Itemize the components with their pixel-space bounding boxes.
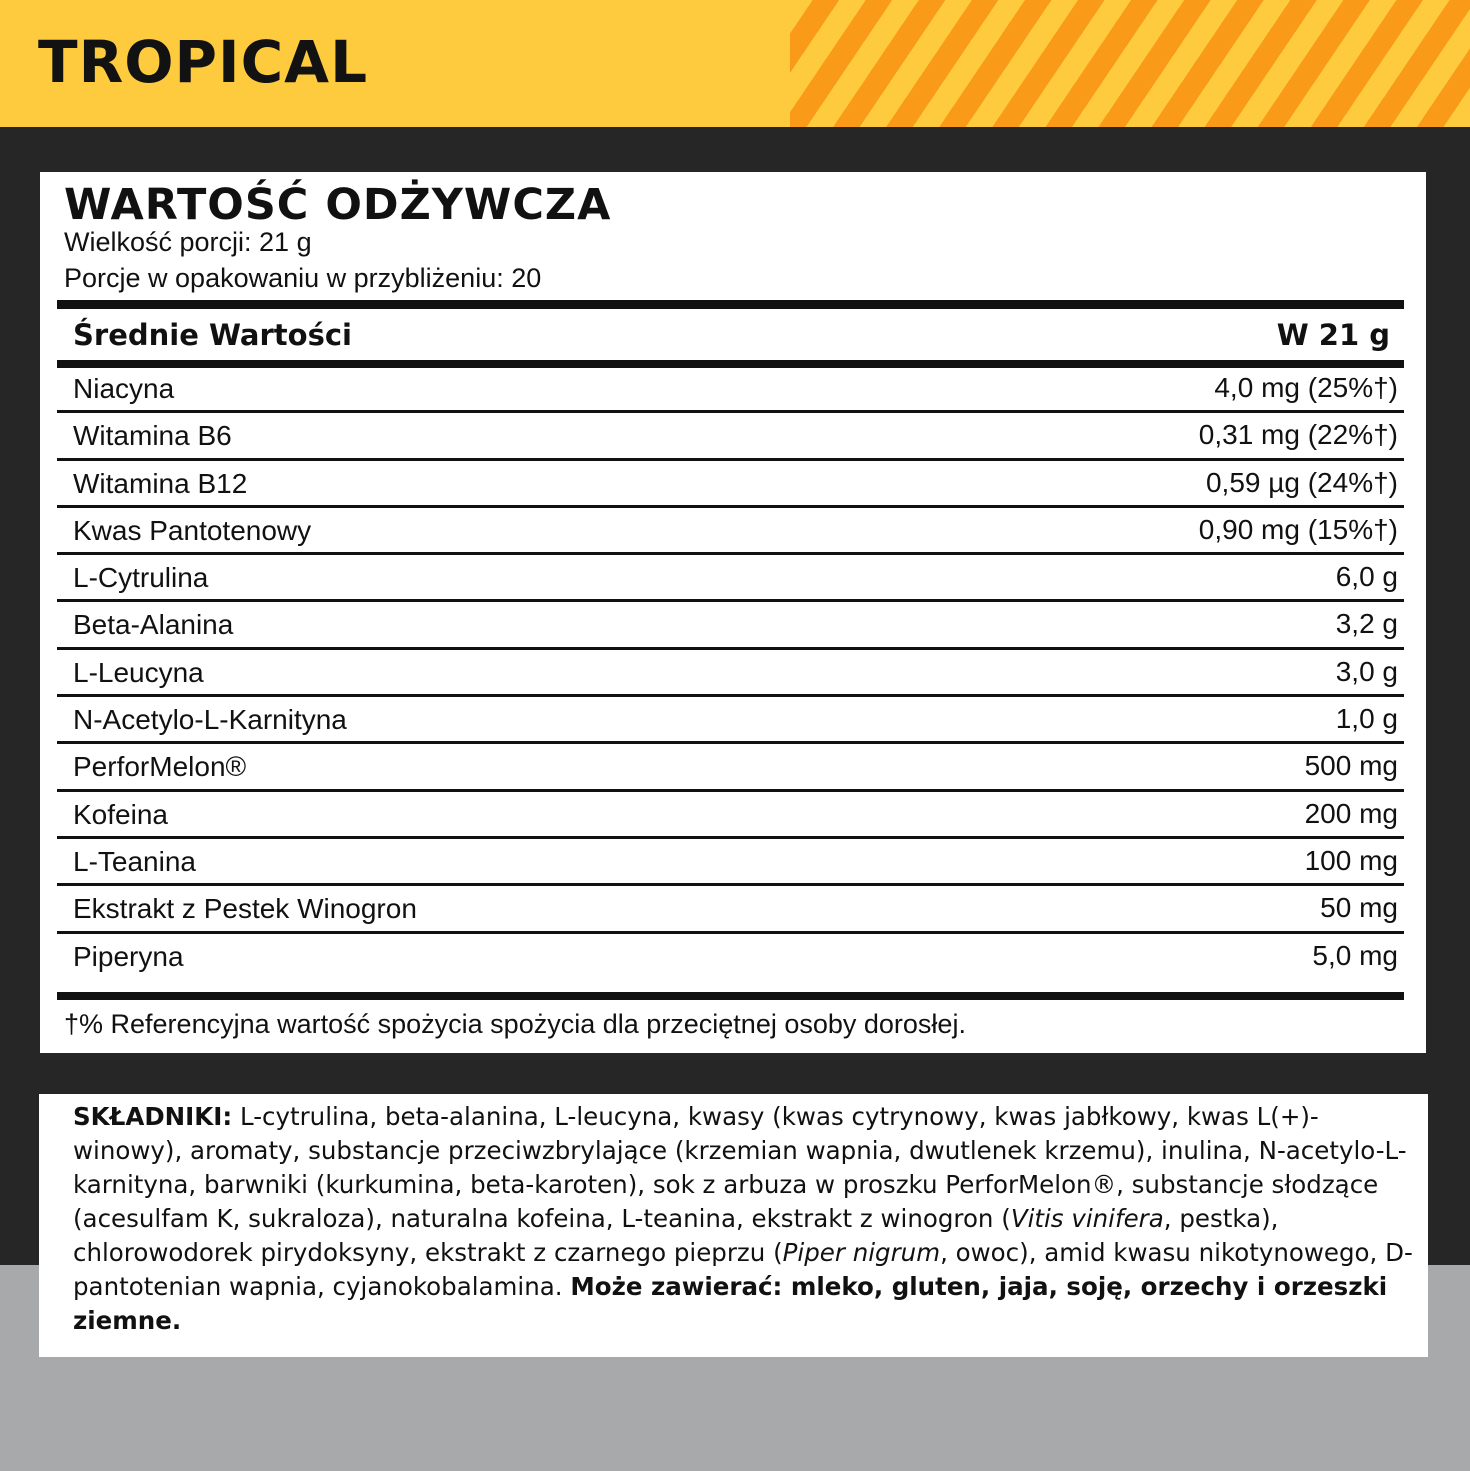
header-stripes [790, 0, 1470, 127]
ingredients-latin-name: Piper nigrum [782, 1238, 941, 1267]
row-value: 4,0 mg (25%†) [1214, 372, 1398, 403]
table-row [57, 839, 1404, 886]
table-row [57, 508, 1404, 555]
ingredients-part: L-cytrulina, beta-alanina, L-leucyna, kwasy (kwas cytrynowy, kwas jabłkowy, kwas L(+)-winowy), aromaty, substancje przeciwzbrylające (krzemian wapnia, dwutlenek krzemu), inulina, N-acetylo-L-karnityna, barwniki (kurkumina, beta-karoten), sok z arbuza w proszku PerforMelon®, substancje słodzące (acesulfam K, sukraloza), naturalna kofeina, L-teanina, ekstrakt z winogron ( [73, 1102, 1407, 1233]
allergen-warning: Może zawierać: mleko, gluten, jaja, soję, orzechy i orzeszki ziemne. [73, 1272, 1388, 1335]
table-row [57, 792, 1404, 839]
row-name: Niacyna [73, 373, 175, 404]
ingredients-box [39, 1094, 1428, 1357]
row-name: Kwas Pantotenowy [73, 514, 312, 546]
table-row [57, 413, 1404, 460]
table-row [57, 886, 1404, 933]
nutrition-table [57, 366, 1404, 981]
divider-thick-bottom [57, 992, 1404, 1000]
header-band [0, 0, 1470, 127]
row-name: Witamina B12 [73, 467, 248, 499]
ingredients-label: SKŁADNIKI: [73, 1102, 233, 1131]
table-row [57, 744, 1404, 791]
row-value: 100 mg [1304, 844, 1398, 876]
row-name: L-Cytrulina [73, 562, 209, 594]
row-name: Witamina B6 [73, 420, 232, 452]
row-name: PerforMelon® [73, 751, 247, 783]
table-row [57, 366, 1404, 413]
nutrition-panel [40, 172, 1426, 1053]
flavor-title: TROPICAL [38, 28, 369, 96]
row-value: 6,0 g [1335, 561, 1398, 593]
row-value: 3,2 g [1335, 608, 1398, 640]
panel-title: WARTOŚĆ ODŻYWCZA [64, 180, 612, 230]
row-name: Kofeina [73, 798, 168, 830]
table-row [57, 934, 1404, 981]
table-header [57, 310, 1404, 364]
ingredients-part: , pestka), chlorowodorek pirydoksyny, ekstrakt z czarnego pieprzu ( [73, 1204, 1279, 1267]
row-value: 5,0 mg [1312, 939, 1398, 971]
row-name: Beta-Alanina [73, 609, 234, 641]
row-value: 0,90 mg (15%†) [1198, 513, 1398, 545]
row-value: 50 mg [1320, 892, 1398, 924]
ingredients-part: , owoc), amid kwasu nikotynowego, D-pantotenian wapnia, cyjanokobalamina. [73, 1238, 1413, 1301]
row-value: 200 mg [1304, 797, 1398, 829]
table-row [57, 650, 1404, 697]
row-name: L-Leucyna [73, 656, 204, 688]
row-name: N-Acetylo-L-Karnityna [73, 704, 347, 736]
row-value: 1,0 g [1335, 703, 1398, 735]
row-name: Piperyna [73, 940, 184, 972]
table-row [57, 602, 1404, 649]
table-row [57, 461, 1404, 508]
col-header-right: W 21 g [1276, 318, 1390, 352]
row-name: L-Teanina [73, 845, 196, 877]
table-row [57, 555, 1404, 602]
table-row [57, 697, 1404, 744]
row-value: 0,31 mg (22%†) [1198, 419, 1398, 451]
row-name: Ekstrakt z Pestek Winogron [73, 893, 417, 925]
ingredients-latin-name: Vitis vinifera [1010, 1204, 1164, 1233]
row-value: 0,59 µg (24%†) [1205, 466, 1398, 498]
row-value: 3,0 g [1335, 655, 1398, 687]
ingredients-text [73, 1100, 1413, 1338]
divider-thick-top [57, 300, 1404, 309]
serving-size: Wielkość porcji: 21 g [64, 227, 312, 257]
reference-footnote: †% Referencyjna wartość spożycia spożycia dla przeciętnej osoby dorosłej. [64, 1009, 966, 1039]
servings-per-container: Porcje w opakowaniu w przybliżeniu: 20 [64, 263, 542, 293]
row-value: 500 mg [1304, 750, 1398, 782]
col-header-left: Średnie Wartości [73, 318, 352, 352]
